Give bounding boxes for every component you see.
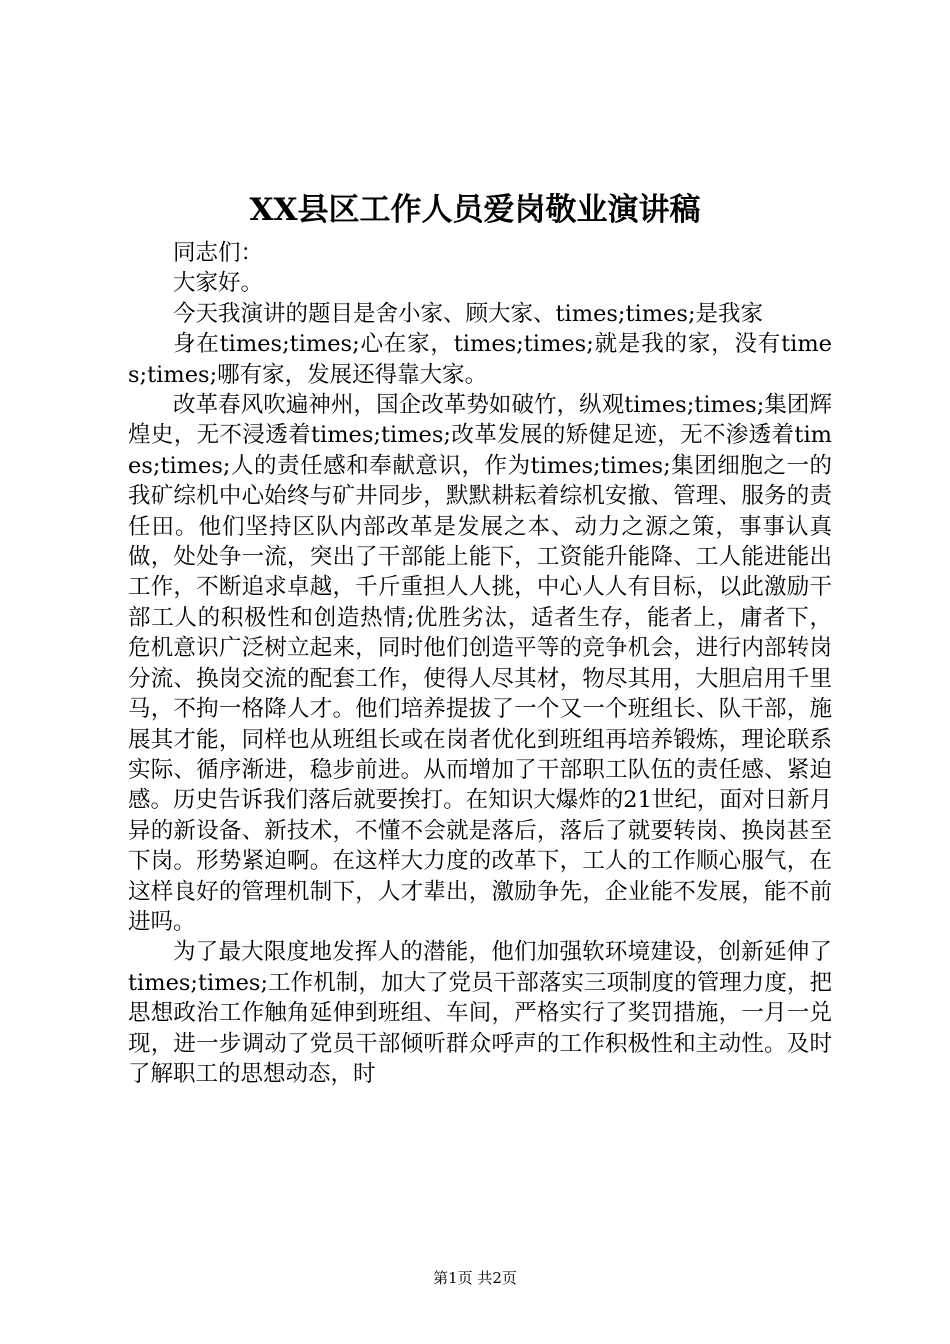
document-title: XX县区工作人员爱岗敬业演讲稿 bbox=[249, 192, 701, 228]
paragraph-potential: 为了最大限度地发挥人的潜能，他们加强软环境建设，创新延伸了times;times;工作机制，加大了党员干部落实三项制度的管理力度，把思想政治工作触角延伸到班组、车间，严格实行了奖罚措施，一月一兑现，进一步调动了党员干部倾听群众呼声的工作积极性和主动性。及时了解职工的思想动态，时 bbox=[128, 939, 832, 1087]
page-number: 第1页 共2页 bbox=[433, 1269, 517, 1287]
greeting: 大家好。 bbox=[173, 270, 264, 297]
document-body bbox=[128, 238, 832, 1089]
paragraph-reform: 改革春风吹遍神州，国企改革势如破竹，纵观times;times;集团辉煌史，无不浸透着times;times;改革发展的矫健足迹，无不渗透着times;times;人的责任感和奉献意识，作为times;times;集团细胞之一的我矿综机中心始终与矿井同步，默默耕耘着综机安撤、管理、服务的责任田。他们坚持区队内部改革是发展之本、动力之源之策，事事认真做，处处争一流，突出了干部能上能下，工资能升能降、工人能进能出工作，不断追求卓越，千斤重担人人挑，中心人人有目标，以此激励干部工人的积极性和创造热情;优胜劣汰，适者生存，能者上，庸者下，危机意识广泛树立起来，同时他们创造平等的竞争机会，进行内部转岗分流、换岗交流的配套工作，使得人尽其材，物尽其用，大胆启用千里马，不拘一格降人才。他们培养提拔了一个又一个班组长、队干部，施展其才能，同样也从班组长或在岗者优化到班组再培养锻炼，理论联系实际、循序渐进，稳步前进。从而增加了干部职工队伍的责任感、紧迫感。历史告诉我们落后就要挨打。在知识大爆炸的21世纪，面对日新月异的新设备、新技术，不懂不会就是落后，落后了就要转岗、换岗甚至下岗。形势紧迫啊。在这样大力度的改革下，工人的工作顺心服气，在这样良好的管理机制下，人才辈出，激励争先，企业能不发展，能不前进吗。 bbox=[128, 392, 832, 935]
paragraph-home: 身在times;times;心在家，times;times;就是我的家，没有times;times;哪有家，发展还得靠大家。 bbox=[128, 331, 832, 388]
salutation: 同志们： bbox=[173, 240, 264, 266]
paragraph-topic: 今天我演讲的题目是舍小家、顾大家、times;times;是我家 bbox=[173, 300, 764, 327]
